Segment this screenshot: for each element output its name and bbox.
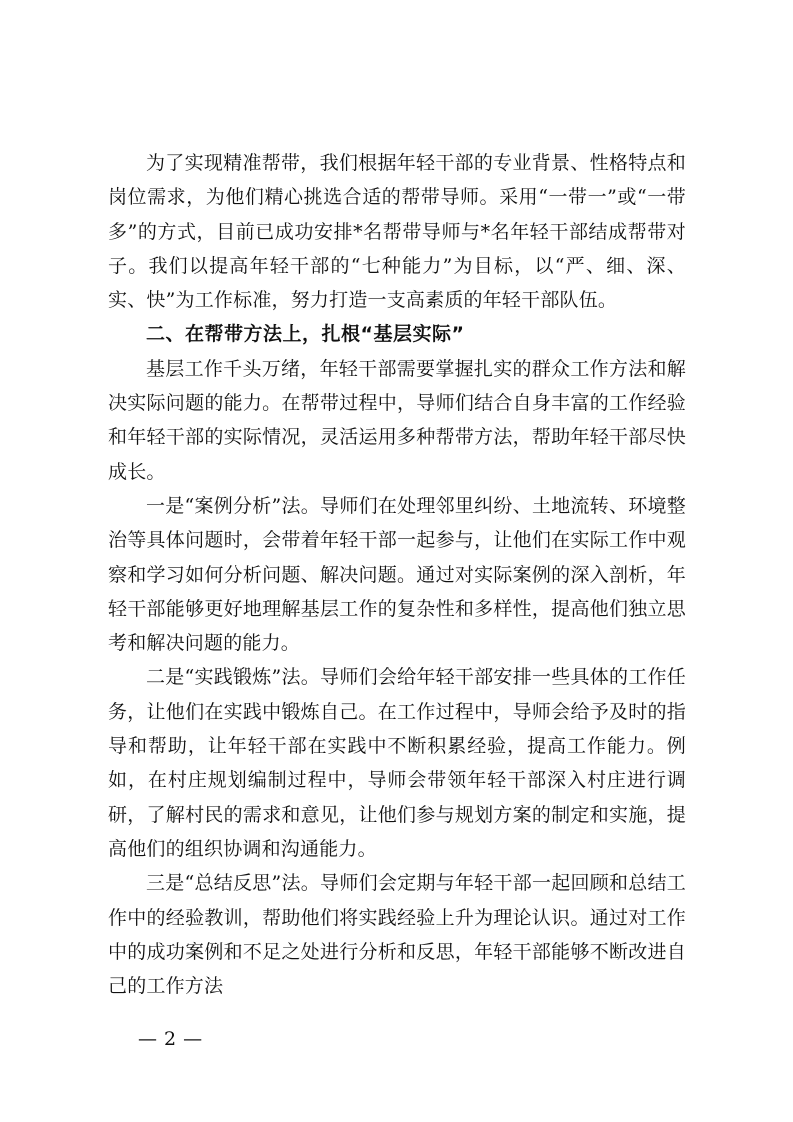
- section-heading-methods: 二、在帮带方法上，扎根“基层实际”: [146, 323, 465, 346]
- document-body: [108, 146, 686, 1003]
- paragraph-practice-training: 二是“实践锻炼”法。导师们会给年轻干部安排一些具体的工作任务，让他们在实践中锻炼自己。在工作过程中，导师会给予及时的指导和帮助，让年轻干部在实践中不断积累经验，提高工作能力。例如，在村庄规划编制过程中，导师会带领年轻干部深入村庄进行调研，了解村民的需求和意见，让他们参与规划方案的制定和实施，提高他们的组织协调和沟通能力。: [108, 666, 686, 860]
- paragraph-summary-reflection: 三是“总结反思”法。导师们会定期与年轻干部一起回顾和总结工作中的经验教训，帮助他们将实践经验上升为理论认识。通过对工作中的成功案例和不足之处进行分析和反思，年轻干部能够不断改进自己的工作方法: [108, 872, 686, 998]
- paragraph-methods-intro: 基层工作千头万绪，年轻干部需要掌握扎实的群众工作方法和解决实际问题的能力。在帮带过程中，导师们结合自身丰富的工作经验和年轻干部的实际情况，灵活运用多种帮带方法，帮助年轻干部尽快成长。: [108, 357, 686, 483]
- page-number: — 2 —: [138, 1028, 203, 1050]
- paragraph-case-analysis: 一是“案例分析”法。导师们在处理邻里纠纷、土地流转、环境整治等具体问题时，会带着年轻干部一起参与，让他们在实际工作中观察和学习如何分析问题、解决问题。通过对实际案例的深入剖析，年轻干部能够更好地理解基层工作的复杂性和多样性，提高他们独立思考和解决问题的能力。: [108, 494, 686, 655]
- paragraph-mentor-matching: 为了实现精准帮带，我们根据年轻干部的专业背景、性格特点和岗位需求，为他们精心挑选合适的帮带导师。采用“一带一”或“一带多”的方式，目前已成功安排*名帮带导师与*名年轻干部结成帮带对子。我们以提高年轻干部的“七种能力”为目标，以“严、细、深、实、快”为工作标准，努力打造一支高素质的年轻干部队伍。: [108, 152, 686, 312]
